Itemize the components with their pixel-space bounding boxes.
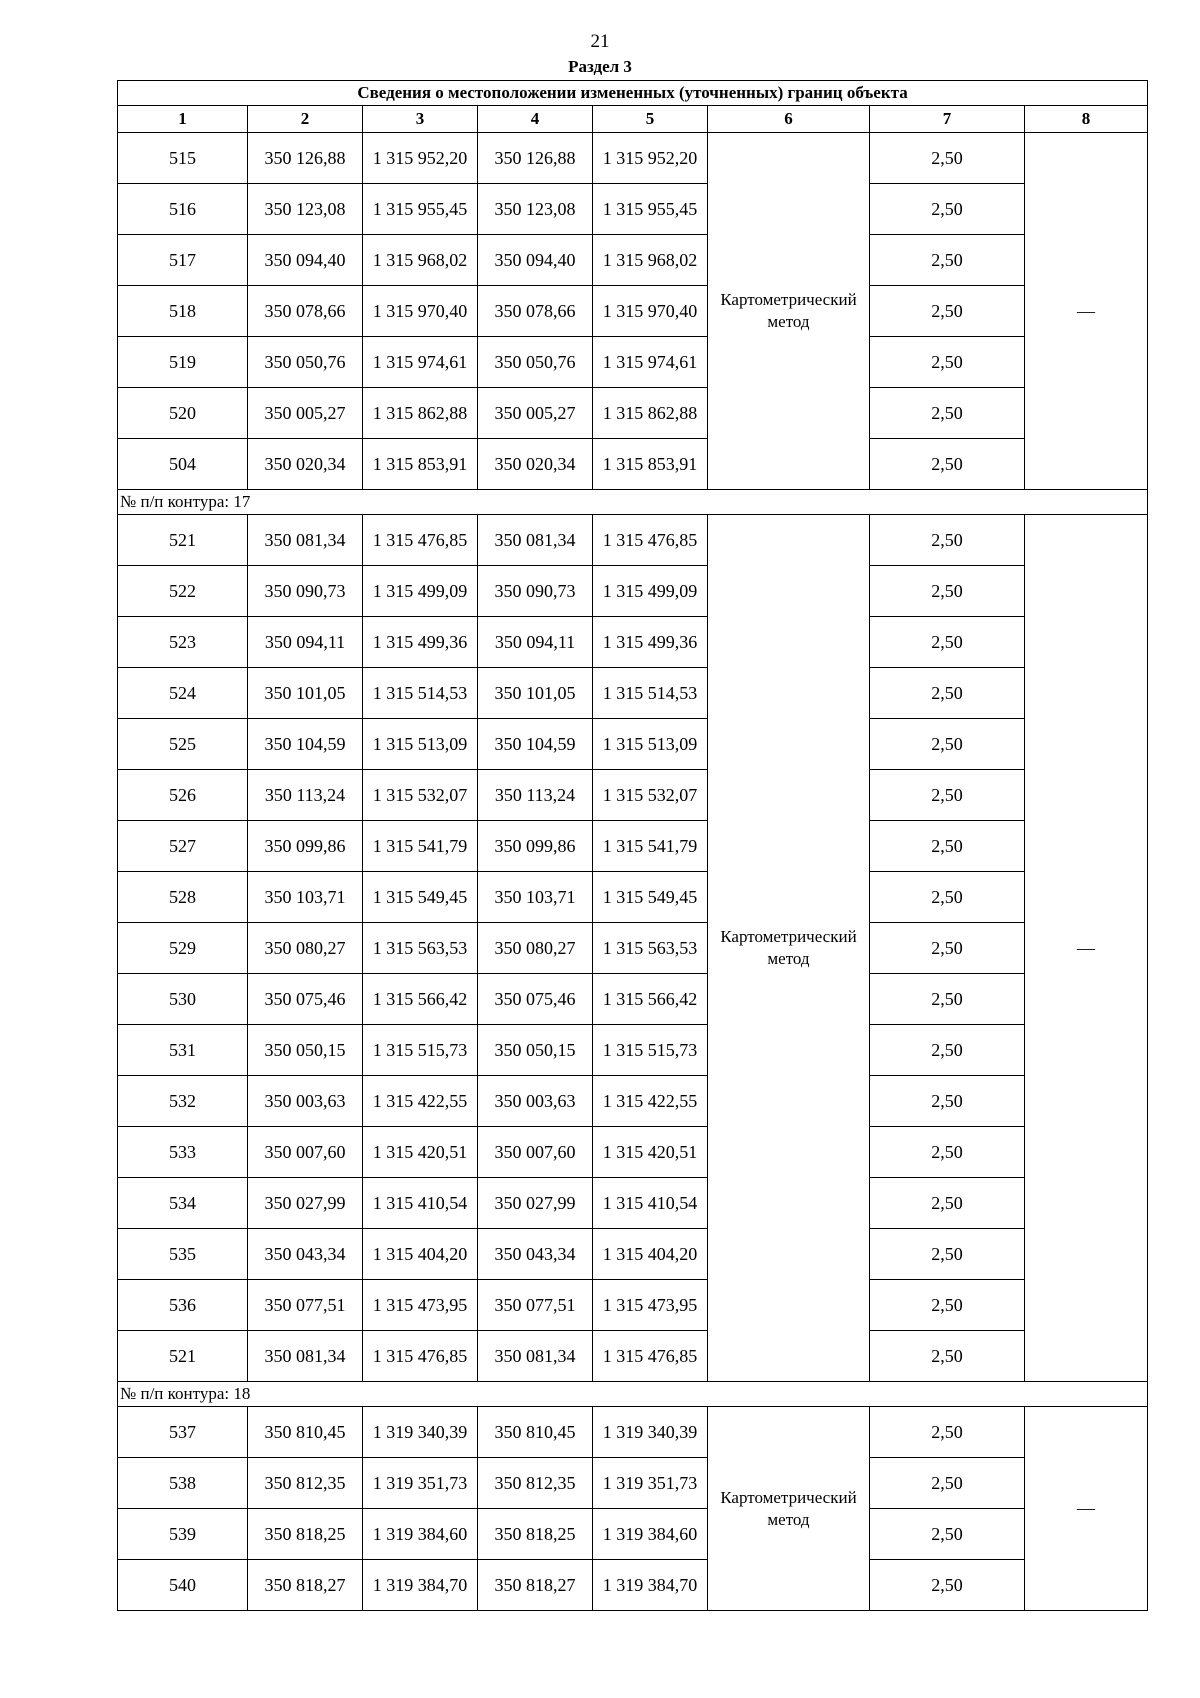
x-existing: 350 113,24 [248,770,363,821]
point-number: 515 [118,133,248,184]
point-number: 539 [118,1509,248,1560]
column-number: 1 [118,106,248,133]
y-existing: 1 315 422,55 [363,1076,478,1127]
y-existing: 1 315 499,36 [363,617,478,668]
accuracy-value: 2,50 [870,974,1025,1025]
point-number: 540 [118,1560,248,1611]
y-existing: 1 319 384,60 [363,1509,478,1560]
y-new: 1 315 410,54 [593,1178,708,1229]
table-row [118,184,1148,235]
x-new: 350 101,05 [478,668,593,719]
y-existing: 1 315 853,91 [363,439,478,490]
x-new: 350 081,34 [478,1331,593,1382]
x-existing: 350 081,34 [248,1331,363,1382]
accuracy-value: 2,50 [870,821,1025,872]
y-existing: 1 315 566,42 [363,974,478,1025]
x-new: 350 080,27 [478,923,593,974]
x-existing: 350 081,34 [248,515,363,566]
column-number: 5 [593,106,708,133]
x-new: 350 003,63 [478,1076,593,1127]
y-existing: 1 315 532,07 [363,770,478,821]
x-new: 350 810,45 [478,1407,593,1458]
y-existing: 1 315 974,61 [363,337,478,388]
accuracy-value: 2,50 [870,439,1025,490]
column-8-cell: — [1025,515,1148,1382]
x-existing: 350 050,76 [248,337,363,388]
y-existing: 1 315 420,51 [363,1127,478,1178]
accuracy-value: 2,50 [870,184,1025,235]
table-row [118,617,1148,668]
point-number: 532 [118,1076,248,1127]
y-existing: 1 315 476,85 [363,515,478,566]
x-new: 350 103,71 [478,872,593,923]
contour-label: № п/п контура: 17 [118,490,1148,515]
table-row [118,821,1148,872]
contour-label-row [118,490,1148,515]
accuracy-value: 2,50 [870,1127,1025,1178]
page-number: 21 [590,31,610,52]
column-number: 8 [1025,106,1148,133]
x-new: 350 126,88 [478,133,593,184]
x-new: 350 027,99 [478,1178,593,1229]
y-existing: 1 319 384,70 [363,1560,478,1611]
table-row [118,1229,1148,1280]
x-new: 350 094,40 [478,235,593,286]
accuracy-value: 2,50 [870,923,1025,974]
column-number: 6 [708,106,870,133]
x-existing: 350 094,11 [248,617,363,668]
y-existing: 1 315 563,53 [363,923,478,974]
accuracy-value: 2,50 [870,872,1025,923]
table-row [118,566,1148,617]
y-existing: 1 315 476,85 [363,1331,478,1382]
point-number: 531 [118,1025,248,1076]
column-number: 3 [363,106,478,133]
accuracy-value: 2,50 [870,1280,1025,1331]
accuracy-value: 2,50 [870,770,1025,821]
table-row [118,923,1148,974]
accuracy-value: 2,50 [870,617,1025,668]
accuracy-value: 2,50 [870,1407,1025,1458]
accuracy-value: 2,50 [870,566,1025,617]
point-number: 530 [118,974,248,1025]
x-existing: 350 818,27 [248,1560,363,1611]
x-existing: 350 007,60 [248,1127,363,1178]
x-existing: 350 050,15 [248,1025,363,1076]
accuracy-value: 2,50 [870,1560,1025,1611]
y-existing: 1 315 970,40 [363,286,478,337]
table-row [118,872,1148,923]
table-row [118,286,1148,337]
y-new: 1 315 422,55 [593,1076,708,1127]
x-existing: 350 094,40 [248,235,363,286]
point-number: 521 [118,1331,248,1382]
y-new: 1 315 420,51 [593,1127,708,1178]
point-number: 529 [118,923,248,974]
accuracy-value: 2,50 [870,515,1025,566]
method-cell: Картометрический метод [708,133,870,490]
y-new: 1 315 515,73 [593,1025,708,1076]
x-existing: 350 810,45 [248,1407,363,1458]
table-row [118,1178,1148,1229]
table-row [118,388,1148,439]
column-number: 7 [870,106,1025,133]
y-existing: 1 315 410,54 [363,1178,478,1229]
table-row [118,1025,1148,1076]
x-existing: 350 080,27 [248,923,363,974]
x-new: 350 020,34 [478,439,593,490]
table-row [118,1331,1148,1382]
point-number: 534 [118,1178,248,1229]
table-row [118,337,1148,388]
x-existing: 350 818,25 [248,1509,363,1560]
y-existing: 1 315 515,73 [363,1025,478,1076]
accuracy-value: 2,50 [870,388,1025,439]
x-existing: 350 075,46 [248,974,363,1025]
table-row [118,1509,1148,1560]
y-existing: 1 315 541,79 [363,821,478,872]
point-number: 536 [118,1280,248,1331]
x-existing: 350 020,34 [248,439,363,490]
accuracy-value: 2,50 [870,133,1025,184]
accuracy-value: 2,50 [870,1509,1025,1560]
boundary-coordinates-table [117,80,1148,1611]
y-existing: 1 319 340,39 [363,1407,478,1458]
point-number: 525 [118,719,248,770]
y-new: 1 315 970,40 [593,286,708,337]
point-number: 535 [118,1229,248,1280]
x-existing: 350 099,86 [248,821,363,872]
x-new: 350 081,34 [478,515,593,566]
point-number: 523 [118,617,248,668]
point-number: 518 [118,286,248,337]
y-existing: 1 315 952,20 [363,133,478,184]
y-existing: 1 315 549,45 [363,872,478,923]
column-number: 2 [248,106,363,133]
y-existing: 1 315 862,88 [363,388,478,439]
contour-label-row [118,1382,1148,1407]
x-existing: 350 126,88 [248,133,363,184]
y-new: 1 319 340,39 [593,1407,708,1458]
x-existing: 350 101,05 [248,668,363,719]
accuracy-value: 2,50 [870,235,1025,286]
x-new: 350 043,34 [478,1229,593,1280]
point-number: 526 [118,770,248,821]
y-existing: 1 319 351,73 [363,1458,478,1509]
x-existing: 350 090,73 [248,566,363,617]
point-number: 527 [118,821,248,872]
x-new: 350 005,27 [478,388,593,439]
y-new: 1 319 384,60 [593,1509,708,1560]
x-existing: 350 104,59 [248,719,363,770]
x-new: 350 818,27 [478,1560,593,1611]
table-row [118,719,1148,770]
accuracy-value: 2,50 [870,1458,1025,1509]
y-new: 1 315 476,85 [593,1331,708,1382]
point-number: 533 [118,1127,248,1178]
table-row [118,515,1148,566]
accuracy-value: 2,50 [870,719,1025,770]
table-row [118,235,1148,286]
accuracy-value: 2,50 [870,1178,1025,1229]
y-existing: 1 315 473,95 [363,1280,478,1331]
x-new: 350 090,73 [478,566,593,617]
x-new: 350 050,76 [478,337,593,388]
y-new: 1 315 499,09 [593,566,708,617]
y-new: 1 315 514,53 [593,668,708,719]
y-new: 1 315 968,02 [593,235,708,286]
x-existing: 350 103,71 [248,872,363,923]
table-row [118,1458,1148,1509]
contour-label: № п/п контура: 18 [118,1382,1148,1407]
x-new: 350 104,59 [478,719,593,770]
column-8-cell: — [1025,1407,1148,1611]
method-cell: Картометрический метод [708,515,870,1382]
point-number: 522 [118,566,248,617]
x-existing: 350 077,51 [248,1280,363,1331]
accuracy-value: 2,50 [870,337,1025,388]
x-existing: 350 123,08 [248,184,363,235]
point-number: 538 [118,1458,248,1509]
table-row [118,439,1148,490]
y-new: 1 315 532,07 [593,770,708,821]
x-new: 350 094,11 [478,617,593,668]
column-number-row [118,106,1148,133]
section-title: Раздел 3 [568,57,632,76]
x-existing: 350 003,63 [248,1076,363,1127]
x-new: 350 113,24 [478,770,593,821]
y-existing: 1 315 968,02 [363,235,478,286]
y-new: 1 315 853,91 [593,439,708,490]
y-new: 1 315 566,42 [593,974,708,1025]
table-row [118,668,1148,719]
y-new: 1 319 351,73 [593,1458,708,1509]
table-row [118,770,1148,821]
y-new: 1 315 513,09 [593,719,708,770]
column-number: 4 [478,106,593,133]
y-existing: 1 315 513,09 [363,719,478,770]
point-number: 516 [118,184,248,235]
y-existing: 1 315 499,09 [363,566,478,617]
x-existing: 350 005,27 [248,388,363,439]
x-new: 350 812,35 [478,1458,593,1509]
x-new: 350 050,15 [478,1025,593,1076]
y-new: 1 315 952,20 [593,133,708,184]
y-new: 1 315 499,36 [593,617,708,668]
x-new: 350 075,46 [478,974,593,1025]
x-existing: 350 043,34 [248,1229,363,1280]
y-new: 1 315 862,88 [593,388,708,439]
table-title: Сведения о местоположении измененных (уточненных) границ объекта [118,81,1148,106]
x-new: 350 077,51 [478,1280,593,1331]
table-row [118,1076,1148,1127]
point-number: 528 [118,872,248,923]
point-number: 537 [118,1407,248,1458]
accuracy-value: 2,50 [870,1076,1025,1127]
y-new: 1 315 974,61 [593,337,708,388]
point-number: 524 [118,668,248,719]
point-number: 517 [118,235,248,286]
accuracy-value: 2,50 [870,1331,1025,1382]
method-cell: Картометрический метод [708,1407,870,1611]
accuracy-value: 2,50 [870,286,1025,337]
y-existing: 1 315 955,45 [363,184,478,235]
x-new: 350 007,60 [478,1127,593,1178]
x-existing: 350 027,99 [248,1178,363,1229]
point-number: 520 [118,388,248,439]
table-row [118,1560,1148,1611]
column-8-cell: — [1025,133,1148,490]
x-new: 350 099,86 [478,821,593,872]
y-new: 1 315 955,45 [593,184,708,235]
y-new: 1 315 549,45 [593,872,708,923]
y-new: 1 315 563,53 [593,923,708,974]
y-new: 1 315 404,20 [593,1229,708,1280]
point-number: 504 [118,439,248,490]
x-existing: 350 078,66 [248,286,363,337]
y-new: 1 319 384,70 [593,1560,708,1611]
point-number: 521 [118,515,248,566]
table-row [118,133,1148,184]
y-new: 1 315 541,79 [593,821,708,872]
point-number: 519 [118,337,248,388]
table-row [118,1127,1148,1178]
y-existing: 1 315 404,20 [363,1229,478,1280]
table-row [118,1407,1148,1458]
y-new: 1 315 476,85 [593,515,708,566]
accuracy-value: 2,50 [870,668,1025,719]
y-new: 1 315 473,95 [593,1280,708,1331]
accuracy-value: 2,50 [870,1229,1025,1280]
table-row [118,1280,1148,1331]
x-new: 350 123,08 [478,184,593,235]
x-new: 350 818,25 [478,1509,593,1560]
x-existing: 350 812,35 [248,1458,363,1509]
accuracy-value: 2,50 [870,1025,1025,1076]
x-new: 350 078,66 [478,286,593,337]
y-existing: 1 315 514,53 [363,668,478,719]
table-row [118,974,1148,1025]
